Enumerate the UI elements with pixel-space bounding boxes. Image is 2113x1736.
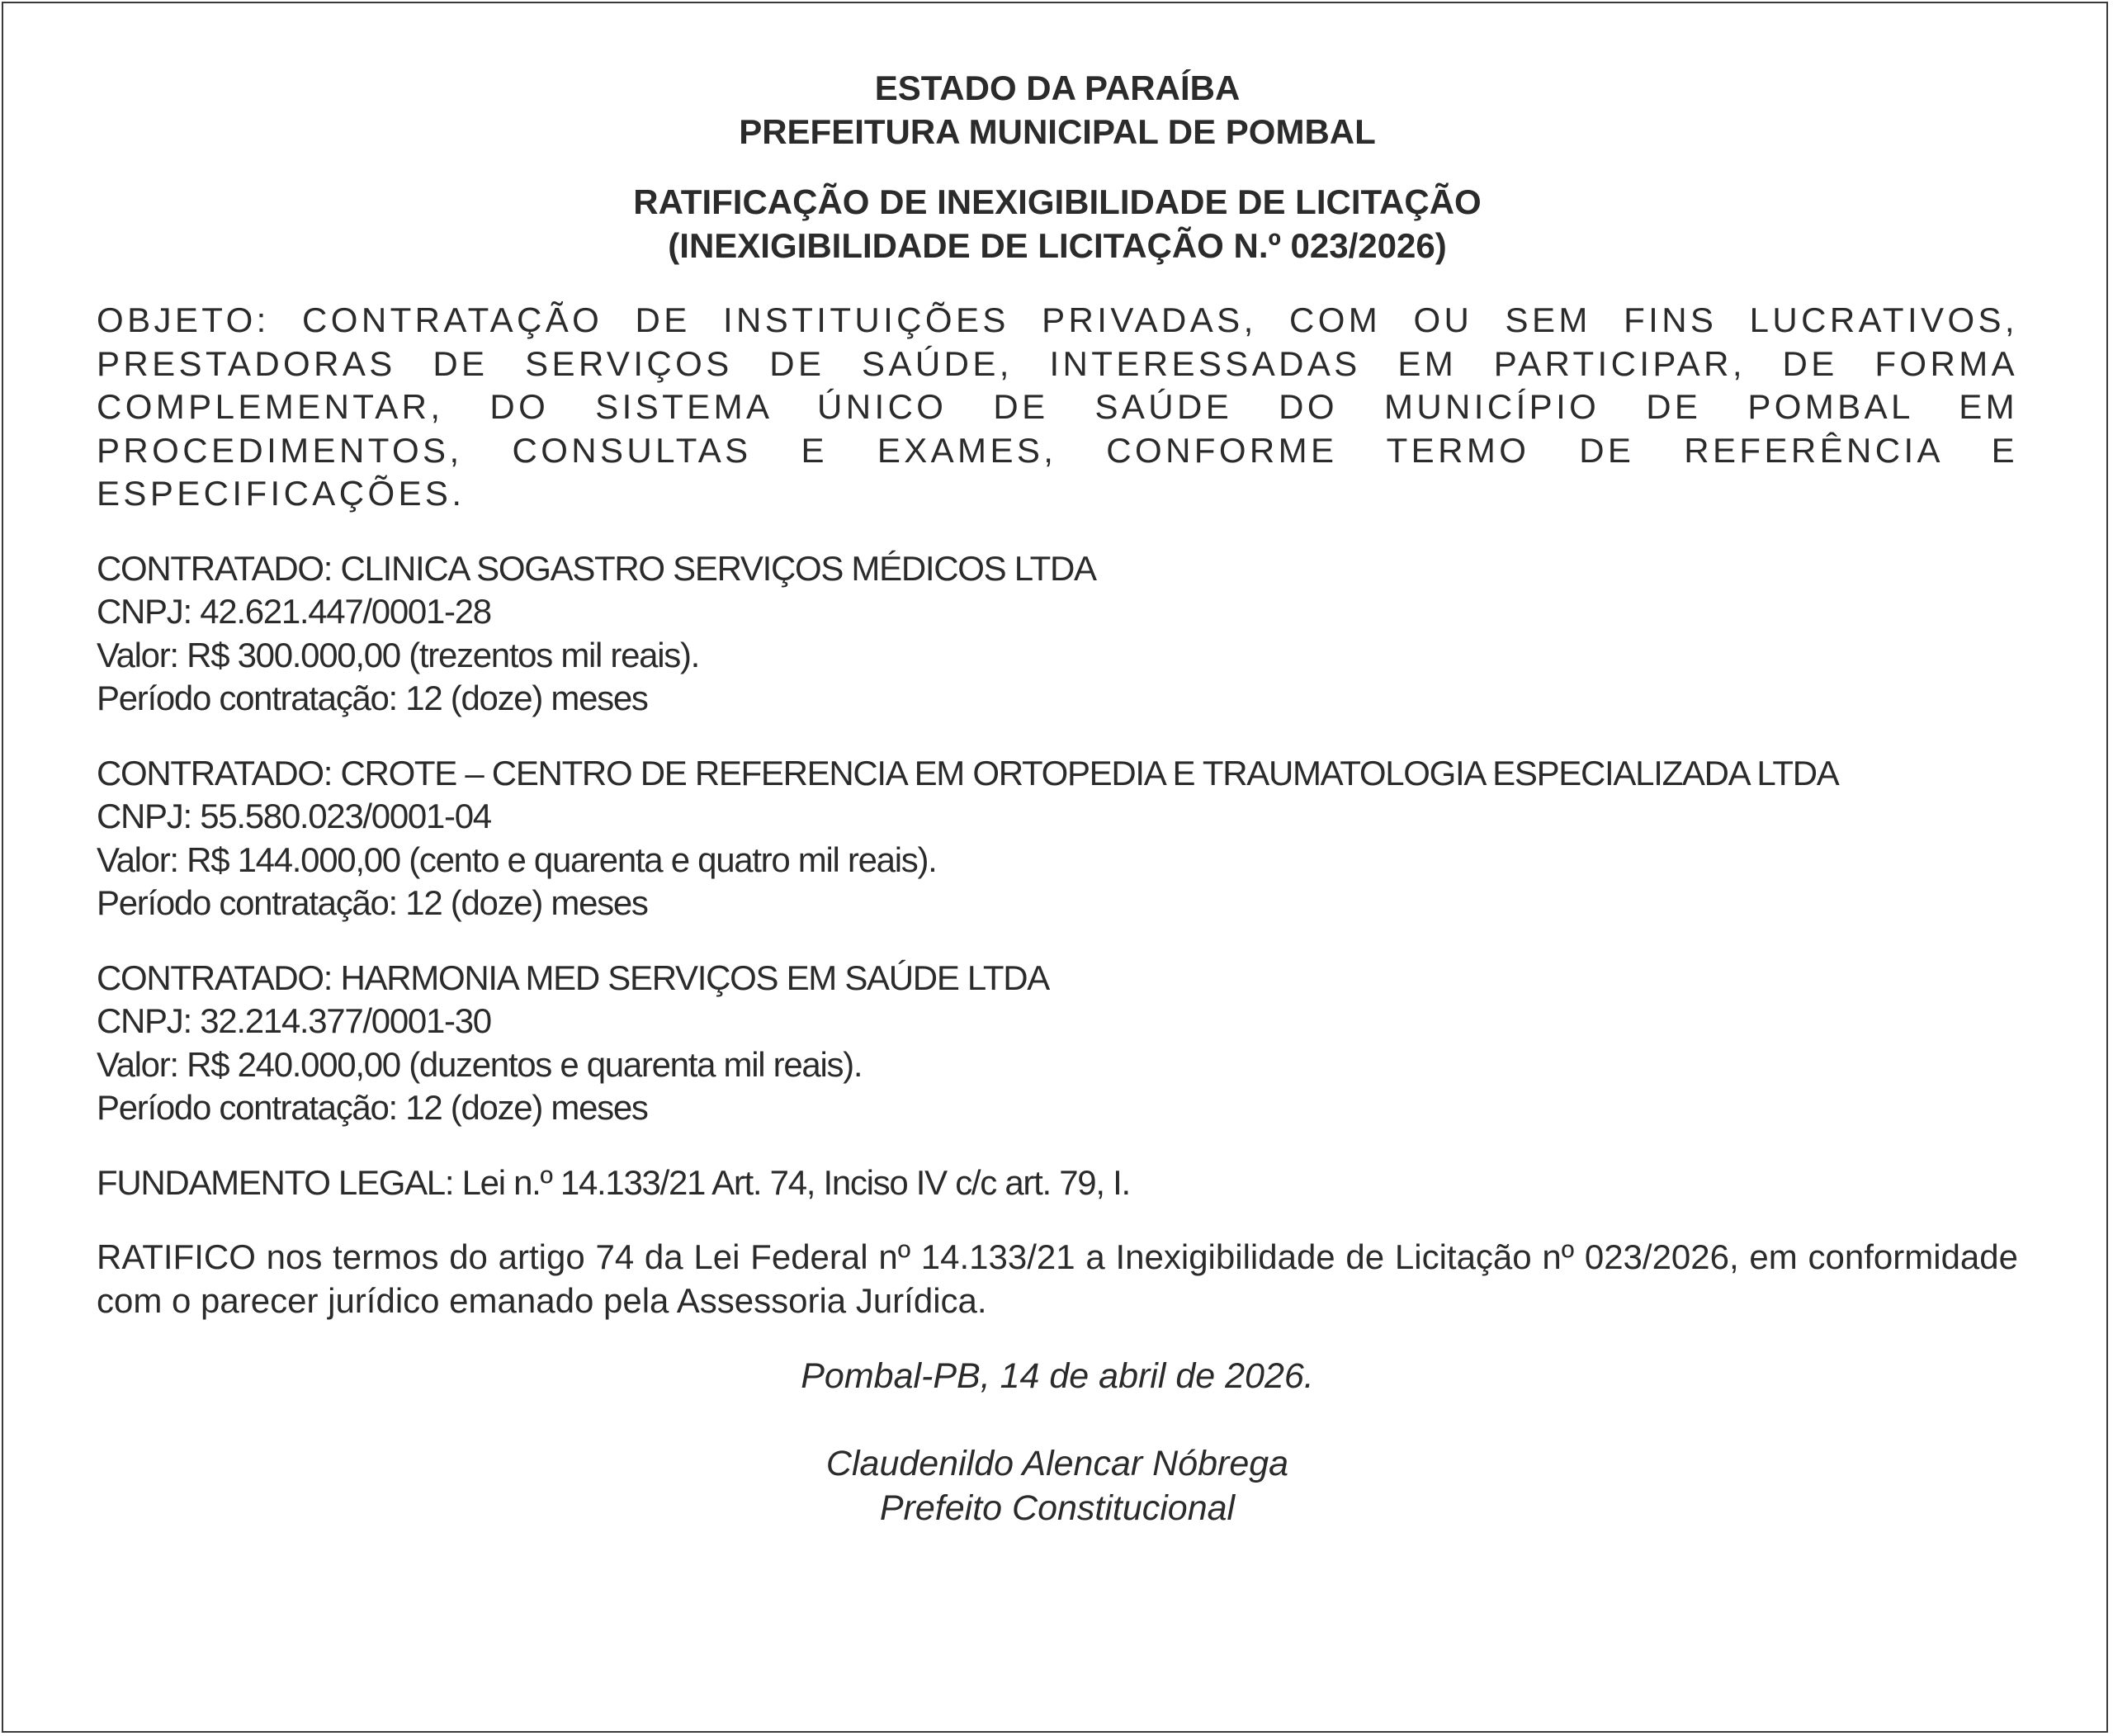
contratado-periodo: Período contratação: 12 (doze) meses	[97, 883, 648, 922]
signer-role: Prefeito Constitucional	[879, 1488, 1236, 1528]
document-title: RATIFICAÇÃO DE INEXIGIBILIDADE DE LICITAÇÃO	[633, 182, 1482, 221]
prefecture-name: PREFEITURA MUNICIPAL DE POMBAL	[739, 112, 1376, 151]
document-title-block	[97, 180, 2018, 267]
contratado-cnpj: CNPJ: 55.580.023/0001-04	[97, 797, 491, 835]
contract-block	[97, 957, 2018, 1130]
contratado-name: CONTRATADO: CLINICA SOGASTRO SERVIÇOS MÉDICOS LTDA	[97, 548, 1096, 588]
contratado-valor: Valor: R$ 240.000,00 (duzentos e quarenta mil reais).	[97, 1044, 863, 1084]
contratado-cnpj: CNPJ: 42.621.447/0001-28	[97, 592, 491, 631]
contratado-periodo: Período contratação: 12 (doze) meses	[97, 1088, 648, 1127]
contratado-cnpj: CNPJ: 32.214.377/0001-30	[97, 1001, 491, 1040]
signature-block	[97, 1441, 2018, 1530]
document-content	[97, 66, 2018, 1530]
contratado-periodo: Período contratação: 12 (doze) meses	[97, 679, 648, 717]
fundamento-legal: FUNDAMENTO LEGAL: Lei n.º 14.133/21 Art. 74, Inciso IV c/c art. 79, I.	[97, 1162, 1130, 1202]
document-subtitle: (INEXIGIBILIDADE DE LICITAÇÃO N.º 023/2026)	[668, 226, 1447, 265]
document-header	[97, 66, 2018, 154]
place-date: Pombal-PB, 14 de abril de 2026.	[801, 1356, 1314, 1396]
objeto-paragraph: OBJETO: CONTRATAÇÃO DE INSTITUIÇÕES PRIVADAS, COM OU SEM FINS LUCRATIVOS, PRESTADORAS DE SERVIÇOS DE SAÚDE, INTERESSADAS EM PARTICIPAR, DE FORMA COMPLEMENTAR, DO SISTEMA ÚNICO DE SAÚDE DO MUNICÍPIO DE POMBAL EM PROCEDIMENTOS, CONSULTAS E EXAMES, CONFORME TERMO DE REFERÊNCIA E ESPECIFICAÇÕES.	[97, 300, 2018, 513]
state-name: ESTADO DA PARAÍBA	[874, 69, 1241, 107]
contratado-valor: Valor: R$ 144.000,00 (cento e quarenta e quatro mil reais).	[97, 840, 937, 879]
contratado-valor: Valor: R$ 300.000,00 (trezentos mil reais).	[97, 635, 700, 674]
contract-block	[97, 547, 2018, 721]
contract-block	[97, 752, 2018, 925]
contratado-name: CONTRATADO: HARMONIA MED SERVIÇOS EM SAÚDE LTDA	[97, 958, 1049, 997]
contratado-name: CONTRATADO: CROTE – CENTRO DE REFERENCIA EM ORTOPEDIA E TRAUMATOLOGIA ESPECIALIZADA LTDA	[97, 753, 1839, 792]
signer-name: Claudenildo Alencar Nóbrega	[825, 1444, 1289, 1483]
ratifico-paragraph: RATIFICO nos termos do artigo 74 da Lei Federal nº 14.133/21 a Inexigibilidade de Licitação nº 023/2026, em conformidade com o parecer jurídico emanado pela Assessoria Jurídica.	[97, 1237, 2018, 1320]
